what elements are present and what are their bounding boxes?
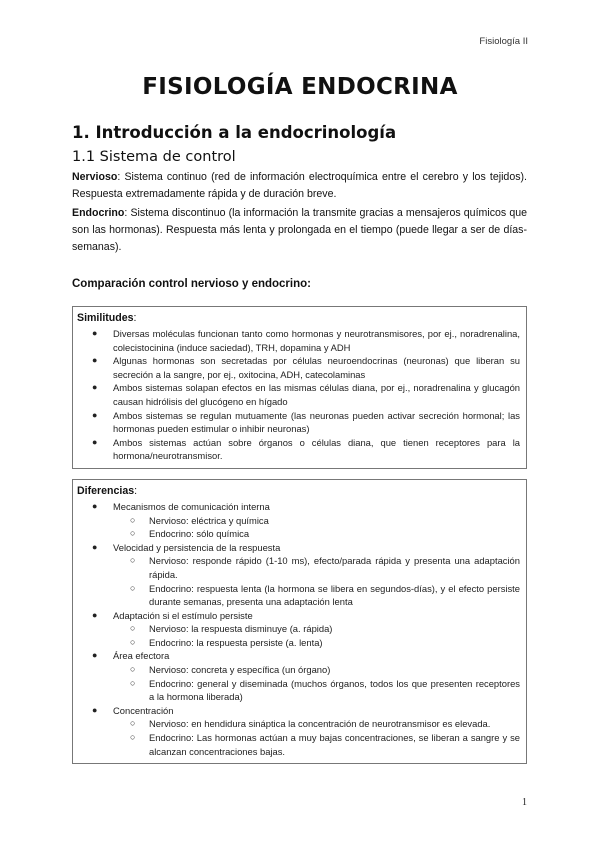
bullet-icon: ○ — [130, 677, 136, 688]
difference-subitem: ○ Nervioso: la respuesta disminuye (a. rápida) — [130, 623, 333, 635]
difference-item: ● Mecanismos de comunicación interna ○ Nervioso: eléctrica y química ○ Endocrino: sólo química — [77, 500, 520, 541]
paragraph-nervioso — [72, 169, 527, 203]
similarity-item: ● Diversas moléculas funcionan tanto como hormonas y neurotransmisores, por ej., noradrenalina, colecistocinina (induce saciedad), TRH, dopamina y ADH — [92, 328, 520, 353]
difference-subitem: ○ Endocrino: general y diseminada (muchos órganos, todos los que presenten receptores a la hormona liberada) — [130, 677, 520, 703]
definition-endocrino: : Sistema discontinuo (la información la transmite gracias a mensajeros químicos que son las hormonas). Respuesta más lenta y prolongada en el tiempo (puede llegar a ser de días-semanas). — [72, 207, 527, 253]
difference-item: ● Área efectora ○ Nervioso: concreta y específica (un órgano) ○ Endocrino: general y diseminada (muchos órganos, todos los que presenten receptores a la hormona liberada) — [92, 650, 520, 703]
bullet-icon: ○ — [130, 582, 136, 593]
bullet-icon: ○ — [130, 664, 136, 675]
similarities-list — [77, 327, 520, 463]
differences-list — [77, 500, 520, 758]
page-number: 1 — [522, 797, 527, 808]
bullet-icon: ○ — [130, 623, 136, 634]
difference-subitem: ○ Nervioso: responde rápido (1-10 ms), efecto/parada rápida y presenta una adaptación rápida. — [130, 555, 520, 580]
difference-subitem: ○ Endocrino: la respuesta persiste (a. lenta) — [130, 636, 323, 648]
similarity-item: ● Ambos sistemas se regulan mutuamente (las neuronas pueden activar secreción hormonal; las hormonas pueden estimular o inhibir neuronas) — [92, 409, 520, 435]
bullet-icon: ● — [92, 409, 98, 420]
document-title: FISIOLOGÍA ENDOCRINA — [142, 74, 458, 100]
bullet-icon: ● — [92, 609, 98, 620]
paragraph-endocrino — [72, 205, 527, 256]
bullet-icon: ● — [92, 355, 98, 366]
bullet-icon: ● — [92, 541, 98, 552]
section-heading: 1. Introducción a la endocrinología — [72, 123, 397, 142]
bullet-icon: ● — [92, 704, 98, 715]
bullet-icon: ○ — [130, 732, 136, 743]
bullet-icon: ○ — [130, 718, 136, 729]
definition-nervioso: : Sistema continuo (red de información electroquímica entre el cerebro y los tejidos). Respuesta extremadamente rápida y de duración breve. — [72, 171, 527, 200]
difference-subitem: ○ Endocrino: sólo química — [130, 528, 250, 540]
difference-item: ● Velocidad y persistencia de la respuesta ○ Nervioso: responde rápido (1-10 ms), efecto/parada rápida y presenta una adaptación rápida. ○ Endocrino: respuesta lenta (la hormona se libera en segundos-días), y el efecto persiste durante semanas, presenta una adaptación lenta — [92, 541, 520, 608]
difference-sublist — [113, 663, 520, 704]
document-body — [72, 122, 527, 774]
differences-box — [72, 479, 527, 764]
difference-subitem: ○ Endocrino: respuesta lenta (la hormona se libera en segundos-días), y el efecto persiste durante semanas, presenta una adaptación lenta — [130, 582, 520, 608]
bullet-icon: ● — [92, 500, 98, 511]
similarity-item: ● Ambos sistemas actúan sobre órganos o células diana, que tienen receptores para la hormona/neurotransmisor. — [92, 436, 520, 462]
bullet-icon: ● — [92, 328, 98, 338]
bullet-icon: ○ — [130, 555, 136, 566]
subsection-heading: 1.1 Sistema de control — [72, 149, 236, 165]
running-header: Fisiología II — [479, 36, 528, 47]
similarities-box — [72, 306, 527, 469]
similarity-item: ● Ambos sistemas solapan efectos en las mismas células diana, por ej., noradrenalina y glucagón causan hidrólisis del glucógeno en hígado — [92, 382, 520, 407]
bullet-icon: ● — [92, 436, 98, 447]
similarities-title: Similitudes: — [77, 312, 137, 324]
bullet-icon: ● — [92, 382, 98, 393]
difference-item: ● Adaptación si el estímulo persiste ○ Nervioso: la respuesta disminuye (a. rápida) ○ Endocrino: la respuesta persiste (a. lenta) — [77, 609, 520, 650]
bullet-icon: ○ — [130, 528, 136, 539]
term-endocrino: Endocrino — [72, 207, 125, 219]
term-nervioso: Nervioso — [72, 171, 118, 183]
difference-item: ● Concentración ○ Nervioso: en hendidura sináptica la concentración de neurotransmisor es elevada. ○ Endocrino: Las hormonas actúan a muy bajas concentraciones, se liberan a sangre y se alcanzan concentraciones bajas. — [92, 704, 520, 757]
bullet-icon: ● — [92, 650, 98, 661]
difference-sublist — [113, 622, 520, 649]
difference-sublist — [113, 717, 520, 758]
difference-subitem: ○ Nervioso: en hendidura sináptica la concentración de neurotransmisor es elevada. — [130, 718, 491, 730]
difference-subitem: ○ Endocrino: Las hormonas actúan a muy bajas concentraciones, se liberan a sangre y se alcanzan concentraciones bajas. — [130, 732, 520, 757]
similarity-item: ● Algunas hormonas son secretadas por células neuroendocrinas (neuronas) que liberan su secreción a la sangre, por ej., oxitocina, ADH, catecolaminas — [92, 355, 520, 380]
difference-subitem: ○ Nervioso: eléctrica y química — [130, 514, 269, 526]
difference-subitem: ○ Nervioso: concreta y específica (un órgano) — [130, 664, 331, 676]
difference-sublist — [113, 514, 520, 541]
difference-sublist — [113, 554, 520, 608]
differences-title: Diferencias: — [77, 484, 138, 497]
bullet-icon: ○ — [130, 636, 136, 647]
bullet-icon: ○ — [130, 514, 136, 525]
comparison-heading: Comparación control nervioso y endocrino: — [72, 278, 311, 290]
